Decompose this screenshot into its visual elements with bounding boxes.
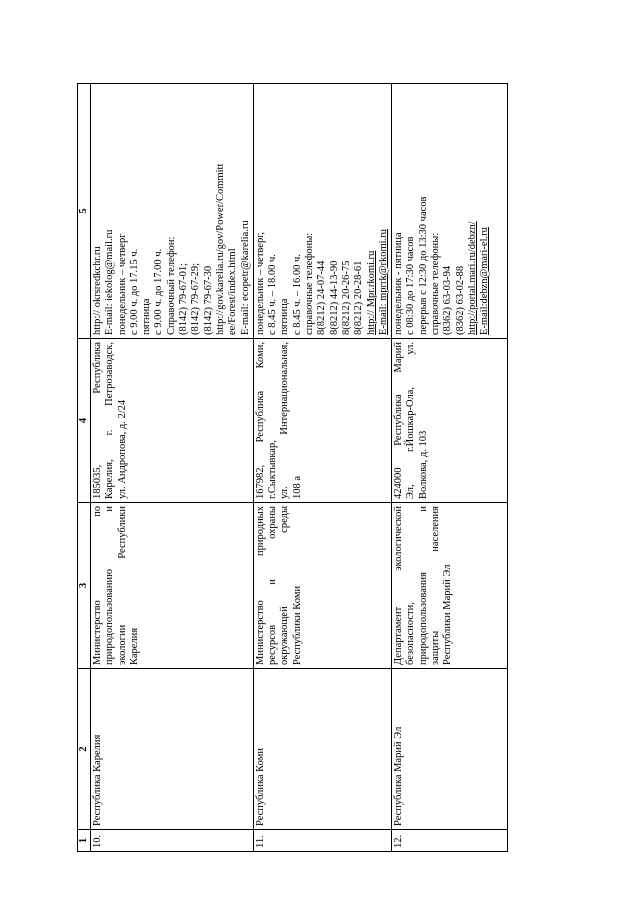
contact-line: 8(8212) 20-26-75 [340, 260, 352, 335]
contacts-table [77, 83, 508, 852]
organization-line: ресурсов и охраны [267, 506, 279, 665]
header-row [78, 84, 91, 852]
contact-line: http:// okrsredkchr.ru [92, 246, 103, 335]
organization-line: Департамент экологической [393, 506, 405, 665]
organization-line: экологии Республики [116, 506, 128, 665]
rotated-table-wrapper [77, 84, 491, 852]
address-line: 167982, Республика Коми, [254, 342, 266, 499]
table-row [392, 84, 508, 852]
header-cell-5: 5 [78, 84, 91, 339]
address-cell [253, 339, 391, 503]
contact-line: справочные телефоны: [430, 232, 442, 335]
address-line: 108 а [291, 475, 303, 499]
region-name: Республика Карелия [92, 734, 103, 826]
address-cell [392, 339, 508, 503]
address-line: Карелия, г. Петрозаводск, [104, 342, 116, 499]
row-number: 12. [393, 834, 405, 848]
organization-line: окружающей среды [279, 506, 291, 665]
contact-line: понедельник - пятница [393, 232, 405, 335]
address-line: 424000 Республика Марий [393, 342, 405, 499]
row-number-cell [392, 830, 508, 852]
contact-line: http://gov.karelia.ru/gov/Power/Committ [214, 163, 226, 335]
contact-line: с 8.45 ч. – 18.00 ч. [267, 254, 279, 335]
contact-line: перерыв с 12:30 до 13:30 часов [417, 196, 429, 335]
row-number-cell [253, 830, 391, 852]
region-name: Республика Марий Эл [393, 726, 405, 826]
contact-line: с 08:30 до 17:30 часов [405, 236, 417, 335]
organization-line: Республики Марий Эл [442, 564, 454, 665]
address-cell [91, 339, 254, 503]
contact-line: E-mail: iekolog@mail.ru [104, 229, 116, 335]
organization-line: Карелия [128, 627, 140, 665]
address-line: ул. Андропова, д. 2/24 [116, 399, 128, 499]
header-cell-1: 1 [78, 830, 91, 852]
organization-line: защиты населения [430, 506, 442, 665]
address-line: Эл, г.Йошкар-Ола, ул. [405, 342, 417, 499]
contact-line: Справочный телефон: [165, 236, 177, 335]
address-line: ул. Интернациональная, [279, 342, 291, 499]
contact-line: (8142) 79-67-29; [190, 262, 202, 335]
organization-cell [392, 503, 508, 669]
row-number: 11. [254, 835, 266, 848]
contact-line: (8142) 79-67-30 [202, 265, 214, 335]
contact-line: с 8.45 ч. – 16.00 ч. [291, 254, 303, 335]
contact-line: понедельник – четверг [116, 233, 128, 335]
organization-line: Министерство по [92, 506, 103, 665]
row-number-cell [91, 830, 254, 852]
contact-line: E-mail: ecopetr@karelia.ru [239, 220, 251, 335]
organization-cell [91, 503, 254, 669]
table-row [91, 84, 254, 852]
contact-line: с 9.00 ч. до 17.15 ч. [128, 248, 140, 335]
contacts-cell [253, 84, 391, 339]
contact-link[interactable]: E-mail: mprrk@rkomi.ru [377, 229, 389, 335]
contacts-cell [91, 84, 254, 339]
organization-line: Министерство природных [254, 506, 266, 665]
contact-line: ee/Forest/index.html [227, 248, 239, 335]
contact-line: с 9.00 ч. до 17.00 ч. [153, 248, 165, 335]
contact-line: 8(8212) 20-28-61 [353, 260, 365, 335]
contact-line: справочные телефоны: [304, 232, 316, 335]
organization-line: Республики Коми [291, 585, 303, 665]
contact-line: 8(8212) 24-07-44 [316, 260, 328, 335]
contact-link[interactable]: http:// Mpr.rkomi.ru [365, 250, 377, 335]
organization-line: безопасности, [405, 602, 417, 665]
contact-line: (8362) 63-02-88 [454, 265, 466, 335]
address-line: г.Сыктывкар, [267, 440, 279, 499]
contact-line: (8362) 63-03-94 [442, 265, 454, 335]
table-row [253, 84, 391, 852]
contact-line: пятница [141, 298, 153, 335]
address-line: 185035, Республика [92, 342, 103, 499]
organization-cell [253, 503, 391, 669]
contact-line: (8142) 79-67-01; [178, 262, 190, 335]
contact-line: пятница [279, 298, 291, 335]
contact-line: 8(8212) 44-13-90 [328, 260, 340, 335]
contact-link[interactable]: http://portal.mari.ru/debzn/ [466, 221, 478, 335]
region-cell [392, 669, 508, 830]
header-cell-3: 3 [78, 503, 91, 669]
region-name: Республика Коми [254, 748, 266, 826]
row-number: 10. [92, 834, 103, 848]
organization-line: природопользования и [417, 506, 429, 665]
region-cell [91, 669, 254, 830]
address-line: Волкова, д. 103 [417, 430, 429, 499]
contacts-cell [392, 84, 508, 339]
contact-line: понедельник – четверг, [254, 232, 266, 335]
region-cell [253, 669, 391, 830]
header-cell-4: 4 [78, 339, 91, 503]
header-cell-2: 2 [78, 669, 91, 830]
organization-line: природопользованию и [104, 506, 116, 665]
contact-link[interactable]: E-mail:debzn@mari-el.ru [479, 227, 491, 335]
